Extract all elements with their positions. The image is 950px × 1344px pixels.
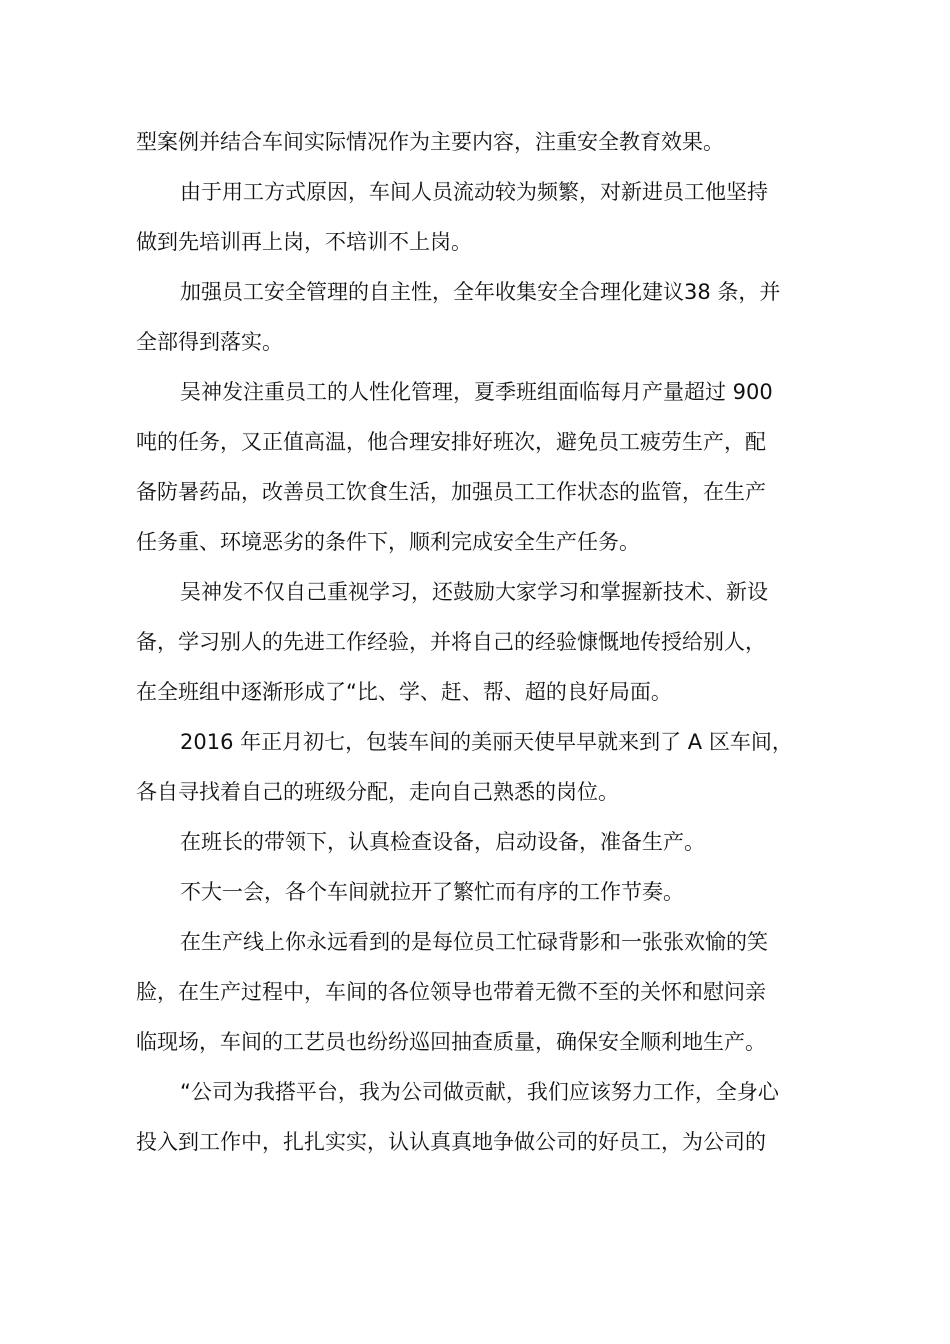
text-line: 临现场，车间的工艺员也纷纷巡回抽查质量，确保安全顺利地生产。 <box>136 1030 766 1054</box>
paragraph-first-line: 吴神发注重员工的人性化管理，夏季班组面临每月产量超过 900 <box>180 380 773 404</box>
text-line: 脸，在生产过程中，车间的各位领导也带着无微不至的关怀和慰问亲 <box>136 980 766 1004</box>
paragraph-first-line: 加强员工安全管理的自主性，全年收集安全合理化建议38 条，并 <box>180 280 781 304</box>
paragraph-first-line: 吴神发不仅自己重视学习，还鼓励大家学习和掌握新技术、新设 <box>180 580 768 604</box>
paragraph-first-line: “公司为我搭平台，我为公司做贡献，我们应该努力工作，全身心 <box>180 1080 779 1104</box>
text-line: 吨的任务，又正值高温，他合理安排好班次，避免员工疲劳生产，配 <box>136 430 766 454</box>
text-line: 在全班组中逐渐形成了“比、学、赶、帮、超的良好局面。 <box>136 680 672 704</box>
paragraph-first-line: 在生产线上你永远看到的是每位员工忙碌背影和一张张欢愉的笑 <box>180 930 768 954</box>
paragraph-first-line: 由于用工方式原因，车间人员流动较为频繁，对新进员工他坚持 <box>180 180 768 204</box>
paragraph-first-line: 2016 年正月初七，包装车间的美丽天使早早就来到了 A 区车间， <box>180 730 793 754</box>
paragraph-first-line: 在班长的带领下，认真检查设备，启动设备，准备生产。 <box>180 830 705 854</box>
text-line: 做到先培训再上岗，不培训不上岗。 <box>136 230 472 254</box>
text-line: 型案例并结合车间实际情况作为主要内容，注重安全教育效果。 <box>136 130 724 154</box>
text-line: 全部得到落实。 <box>136 330 283 354</box>
text-line: 投入到工作中，扎扎实实，认认真真地争做公司的好员工，为公司的 <box>136 1130 766 1154</box>
text-line: 各自寻找着自己的班级分配，走向自己熟悉的岗位。 <box>136 780 619 804</box>
text-line: 任务重、环境恶劣的条件下，顺利完成安全生产任务。 <box>136 530 640 554</box>
text-line: 备，学习别人的先进工作经验，并将自己的经验慷慨地传授给别人， <box>136 630 766 654</box>
paragraph-first-line: 不大一会，各个车间就拉开了繁忙而有序的工作节奏。 <box>180 880 684 904</box>
text-line: 备防暑药品，改善员工饮食生活，加强员工工作状态的监管，在生产 <box>136 480 766 504</box>
